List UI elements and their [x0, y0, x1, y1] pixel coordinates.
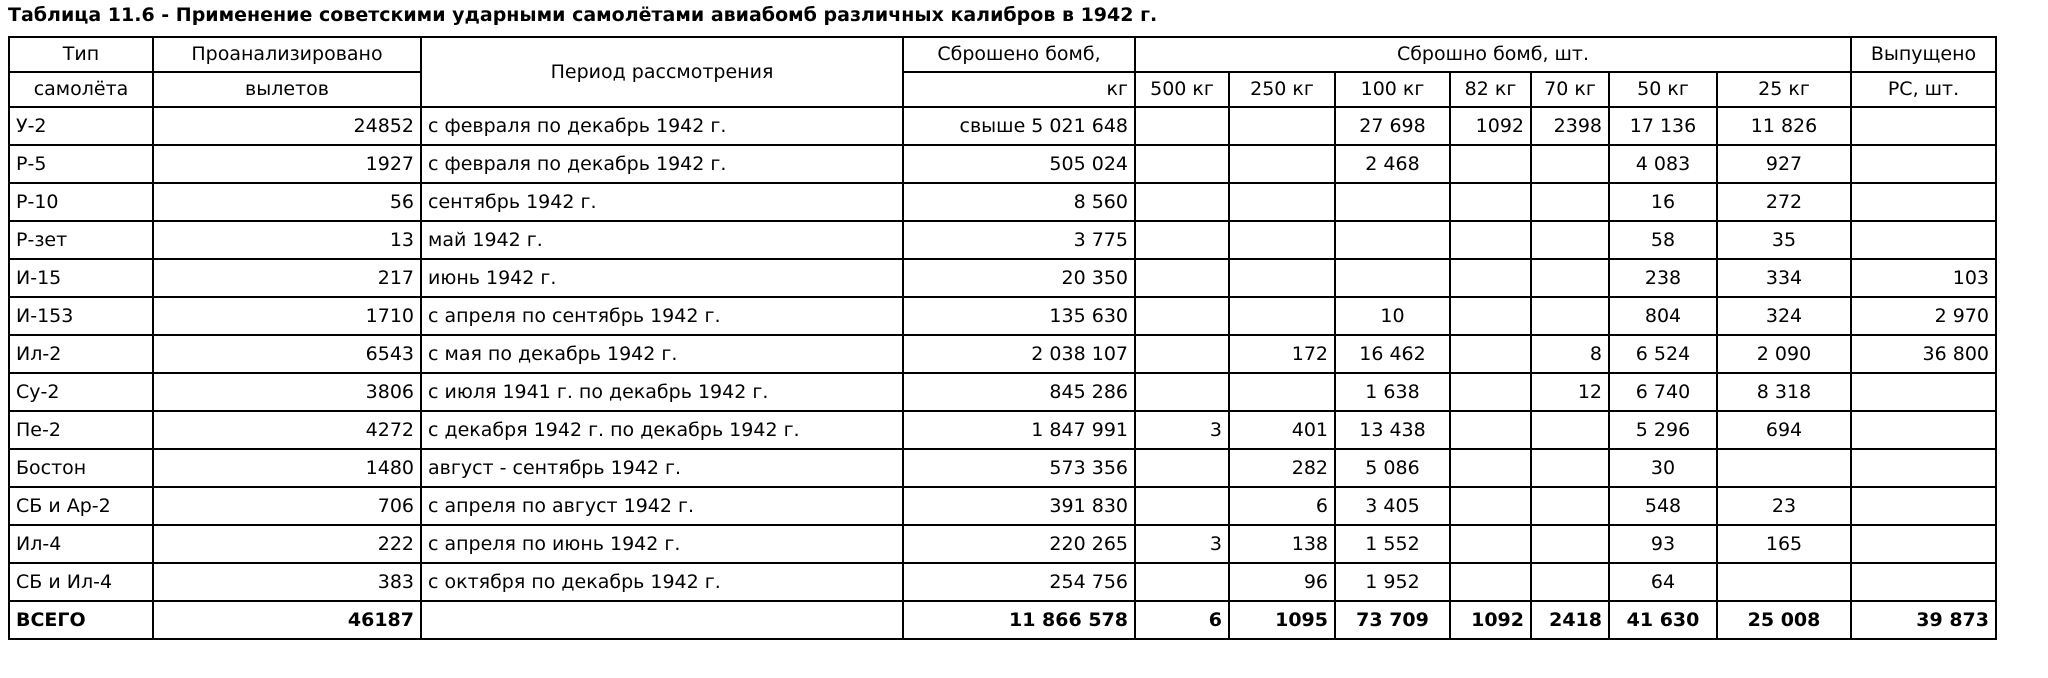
cell-cal-100 — [1335, 221, 1450, 259]
cell-rockets — [1851, 411, 1996, 449]
cell-sorties: 1710 — [153, 297, 421, 335]
table-row — [9, 487, 1996, 525]
cell-cal-500 — [1135, 335, 1229, 373]
cell-cal-100: 13 438 — [1335, 411, 1450, 449]
cell-bombs-kg: 135 630 — [903, 297, 1135, 335]
cell-cal-250: 6 — [1229, 487, 1335, 525]
cell-bombs-kg: 8 560 — [903, 183, 1135, 221]
cell-cal-82 — [1450, 297, 1531, 335]
cell-period: август - сентябрь 1942 г. — [421, 449, 903, 487]
cell-cal-82 — [1450, 335, 1531, 373]
cell-cal-50: 16 — [1609, 183, 1717, 221]
header-period: Период рассмотрения — [421, 37, 903, 107]
table-row — [9, 525, 1996, 563]
cell-bombs-kg: 391 830 — [903, 487, 1135, 525]
cell-cal-500 — [1135, 373, 1229, 411]
cell-type: Ил-2 — [9, 335, 153, 373]
cell-cal-100: 27 698 — [1335, 107, 1450, 145]
cell-sorties: 24852 — [153, 107, 421, 145]
cell-cal-100: 1 638 — [1335, 373, 1450, 411]
cell-rockets: 36 800 — [1851, 335, 1996, 373]
cell-period: сентябрь 1942 г. — [421, 183, 903, 221]
cell-cal-250 — [1229, 107, 1335, 145]
table-row — [9, 411, 1996, 449]
header-row-2 — [9, 72, 1996, 107]
cell-cal-25: 272 — [1717, 183, 1851, 221]
cell-rockets — [1851, 563, 1996, 601]
cell-cal-82 — [1450, 259, 1531, 297]
cell-cal-82 — [1450, 221, 1531, 259]
cell-bombs-kg: 2 038 107 — [903, 335, 1135, 373]
cell-cal-82 — [1450, 563, 1531, 601]
cell-cal-250 — [1229, 297, 1335, 335]
cell-cal-500 — [1135, 183, 1229, 221]
header-sorties: Проанализировано — [153, 37, 421, 72]
cell-cal-70: 2418 — [1531, 601, 1609, 639]
bomb-usage-table — [8, 36, 1997, 640]
cell-cal-500: 3 — [1135, 525, 1229, 563]
cell-rockets: 103 — [1851, 259, 1996, 297]
cell-cal-50: 548 — [1609, 487, 1717, 525]
cell-cal-250: 1095 — [1229, 601, 1335, 639]
cell-cal-100: 1 952 — [1335, 563, 1450, 601]
header-bombs-kg: Сброшено бомб, — [903, 37, 1135, 72]
cell-cal-250 — [1229, 221, 1335, 259]
cell-cal-50: 58 — [1609, 221, 1717, 259]
cell-rockets — [1851, 373, 1996, 411]
cell-cal-50: 238 — [1609, 259, 1717, 297]
cell-type: Р-зет — [9, 221, 153, 259]
header-bombs-kg-line2: кг — [903, 72, 1135, 107]
table-row — [9, 297, 1996, 335]
cell-cal-100: 2 468 — [1335, 145, 1450, 183]
cell-cal-70: 12 — [1531, 373, 1609, 411]
header-cal-25: 25 кг — [1717, 72, 1851, 107]
cell-cal-70 — [1531, 449, 1609, 487]
cell-bombs-kg: 845 286 — [903, 373, 1135, 411]
cell-cal-250: 282 — [1229, 449, 1335, 487]
cell-sorties: 6543 — [153, 335, 421, 373]
cell-cal-70 — [1531, 297, 1609, 335]
cell-type: Р-10 — [9, 183, 153, 221]
cell-period: с апреля по август 1942 г. — [421, 487, 903, 525]
cell-cal-50: 804 — [1609, 297, 1717, 335]
table-row — [9, 563, 1996, 601]
cell-sorties: 217 — [153, 259, 421, 297]
header-cal-82: 82 кг — [1450, 72, 1531, 107]
cell-bombs-kg: 254 756 — [903, 563, 1135, 601]
cell-period: с июля 1941 г. по декабрь 1942 г. — [421, 373, 903, 411]
cell-cal-82 — [1450, 145, 1531, 183]
cell-cal-82 — [1450, 373, 1531, 411]
cell-cal-70 — [1531, 145, 1609, 183]
cell-sorties: 4272 — [153, 411, 421, 449]
cell-cal-500 — [1135, 449, 1229, 487]
header-row-1 — [9, 37, 1996, 72]
cell-cal-82: 1092 — [1450, 107, 1531, 145]
cell-cal-82 — [1450, 183, 1531, 221]
cell-cal-100 — [1335, 183, 1450, 221]
cell-cal-100: 1 552 — [1335, 525, 1450, 563]
cell-cal-100: 10 — [1335, 297, 1450, 335]
table-row — [9, 259, 1996, 297]
cell-type: СБ и Ар-2 — [9, 487, 153, 525]
cell-rockets — [1851, 487, 1996, 525]
cell-sorties: 1480 — [153, 449, 421, 487]
cell-cal-70 — [1531, 411, 1609, 449]
cell-type: И-15 — [9, 259, 153, 297]
cell-cal-500 — [1135, 259, 1229, 297]
cell-cal-50: 17 136 — [1609, 107, 1717, 145]
cell-cal-25: 334 — [1717, 259, 1851, 297]
cell-type: ВСЕГО — [9, 601, 153, 639]
cell-rockets — [1851, 107, 1996, 145]
table-row — [9, 373, 1996, 411]
cell-cal-82 — [1450, 411, 1531, 449]
cell-type: Су-2 — [9, 373, 153, 411]
cell-cal-250: 138 — [1229, 525, 1335, 563]
cell-cal-70 — [1531, 221, 1609, 259]
cell-cal-50: 6 740 — [1609, 373, 1717, 411]
cell-cal-25: 694 — [1717, 411, 1851, 449]
table-row — [9, 449, 1996, 487]
cell-cal-50: 5 296 — [1609, 411, 1717, 449]
cell-type: И-153 — [9, 297, 153, 335]
cell-cal-25 — [1717, 449, 1851, 487]
cell-rockets — [1851, 183, 1996, 221]
cell-cal-25: 165 — [1717, 525, 1851, 563]
cell-cal-500 — [1135, 145, 1229, 183]
cell-cal-25: 927 — [1717, 145, 1851, 183]
cell-rockets: 2 970 — [1851, 297, 1996, 335]
cell-cal-50: 6 524 — [1609, 335, 1717, 373]
cell-cal-70: 2398 — [1531, 107, 1609, 145]
cell-cal-250 — [1229, 145, 1335, 183]
cell-cal-250: 96 — [1229, 563, 1335, 601]
cell-period: с мая по декабрь 1942 г. — [421, 335, 903, 373]
cell-cal-82 — [1450, 525, 1531, 563]
cell-cal-25: 23 — [1717, 487, 1851, 525]
cell-type: Бостон — [9, 449, 153, 487]
cell-period: с февраля по декабрь 1942 г. — [421, 107, 903, 145]
cell-cal-250 — [1229, 373, 1335, 411]
table-row — [9, 183, 1996, 221]
cell-cal-25: 8 318 — [1717, 373, 1851, 411]
cell-cal-500: 3 — [1135, 411, 1229, 449]
header-cal-250: 250 кг — [1229, 72, 1335, 107]
header-type: Тип — [9, 37, 153, 72]
cell-cal-70 — [1531, 259, 1609, 297]
cell-period: с октября по декабрь 1942 г. — [421, 563, 903, 601]
cell-type: Пе-2 — [9, 411, 153, 449]
cell-rockets — [1851, 449, 1996, 487]
cell-type: Ил-4 — [9, 525, 153, 563]
cell-period — [421, 601, 903, 639]
cell-sorties: 222 — [153, 525, 421, 563]
cell-sorties: 1927 — [153, 145, 421, 183]
cell-type: СБ и Ил-4 — [9, 563, 153, 601]
cell-cal-100: 3 405 — [1335, 487, 1450, 525]
cell-cal-25: 35 — [1717, 221, 1851, 259]
cell-cal-25 — [1717, 563, 1851, 601]
cell-cal-50: 4 083 — [1609, 145, 1717, 183]
cell-cal-500: 6 — [1135, 601, 1229, 639]
cell-cal-100 — [1335, 259, 1450, 297]
total-row — [9, 601, 1996, 639]
cell-cal-82 — [1450, 487, 1531, 525]
header-sorties-line2: вылетов — [153, 72, 421, 107]
cell-cal-70 — [1531, 525, 1609, 563]
header-rockets: Выпущено — [1851, 37, 1996, 72]
cell-cal-25: 11 826 — [1717, 107, 1851, 145]
cell-period: с апреля по июнь 1942 г. — [421, 525, 903, 563]
cell-cal-50: 64 — [1609, 563, 1717, 601]
cell-sorties: 383 — [153, 563, 421, 601]
cell-cal-50: 41 630 — [1609, 601, 1717, 639]
header-cal-70: 70 кг — [1531, 72, 1609, 107]
cell-cal-250 — [1229, 183, 1335, 221]
cell-cal-25: 324 — [1717, 297, 1851, 335]
cell-bombs-kg: 573 356 — [903, 449, 1135, 487]
header-cal-100: 100 кг — [1335, 72, 1450, 107]
cell-cal-250 — [1229, 259, 1335, 297]
cell-period: с декабря 1942 г. по декабрь 1942 г. — [421, 411, 903, 449]
cell-bombs-kg: 3 775 — [903, 221, 1135, 259]
cell-cal-25: 2 090 — [1717, 335, 1851, 373]
cell-bombs-kg: свыше 5 021 648 — [903, 107, 1135, 145]
cell-cal-500 — [1135, 487, 1229, 525]
header-bombs-pcs-group: Сброшно бомб, шт. — [1135, 37, 1851, 72]
header-cal-500: 500 кг — [1135, 72, 1229, 107]
cell-cal-70 — [1531, 487, 1609, 525]
cell-period: с февраля по декабрь 1942 г. — [421, 145, 903, 183]
cell-cal-100: 73 709 — [1335, 601, 1450, 639]
cell-period: с апреля по сентябрь 1942 г. — [421, 297, 903, 335]
cell-rockets — [1851, 525, 1996, 563]
cell-sorties: 706 — [153, 487, 421, 525]
cell-sorties: 13 — [153, 221, 421, 259]
cell-sorties: 46187 — [153, 601, 421, 639]
cell-cal-500 — [1135, 107, 1229, 145]
cell-period: май 1942 г. — [421, 221, 903, 259]
cell-cal-70 — [1531, 563, 1609, 601]
table-row — [9, 335, 1996, 373]
cell-rockets: 39 873 — [1851, 601, 1996, 639]
table-row — [9, 107, 1996, 145]
cell-sorties: 56 — [153, 183, 421, 221]
cell-cal-500 — [1135, 221, 1229, 259]
cell-bombs-kg: 20 350 — [903, 259, 1135, 297]
cell-cal-70 — [1531, 183, 1609, 221]
cell-cal-100: 16 462 — [1335, 335, 1450, 373]
table-row — [9, 145, 1996, 183]
cell-cal-82: 1092 — [1450, 601, 1531, 639]
cell-sorties: 3806 — [153, 373, 421, 411]
cell-bombs-kg: 505 024 — [903, 145, 1135, 183]
cell-period: июнь 1942 г. — [421, 259, 903, 297]
cell-bombs-kg: 1 847 991 — [903, 411, 1135, 449]
cell-rockets — [1851, 145, 1996, 183]
header-cal-50: 50 кг — [1609, 72, 1717, 107]
cell-cal-500 — [1135, 297, 1229, 335]
table-row — [9, 221, 1996, 259]
header-rockets-line2: РС, шт. — [1851, 72, 1996, 107]
header-type-line2: самолёта — [9, 72, 153, 107]
cell-cal-500 — [1135, 563, 1229, 601]
cell-cal-82 — [1450, 449, 1531, 487]
cell-cal-100: 5 086 — [1335, 449, 1450, 487]
cell-type: Р-5 — [9, 145, 153, 183]
cell-cal-70: 8 — [1531, 335, 1609, 373]
cell-cal-250: 401 — [1229, 411, 1335, 449]
cell-bombs-kg: 220 265 — [903, 525, 1135, 563]
cell-cal-50: 30 — [1609, 449, 1717, 487]
cell-cal-50: 93 — [1609, 525, 1717, 563]
table-title: Таблица 11.6 - Применение советскими ударными самолётами авиабомб различных калибров в 1942 г. — [8, 4, 1158, 26]
cell-type: У-2 — [9, 107, 153, 145]
cell-cal-25: 25 008 — [1717, 601, 1851, 639]
cell-rockets — [1851, 221, 1996, 259]
cell-cal-250: 172 — [1229, 335, 1335, 373]
cell-bombs-kg: 11 866 578 — [903, 601, 1135, 639]
